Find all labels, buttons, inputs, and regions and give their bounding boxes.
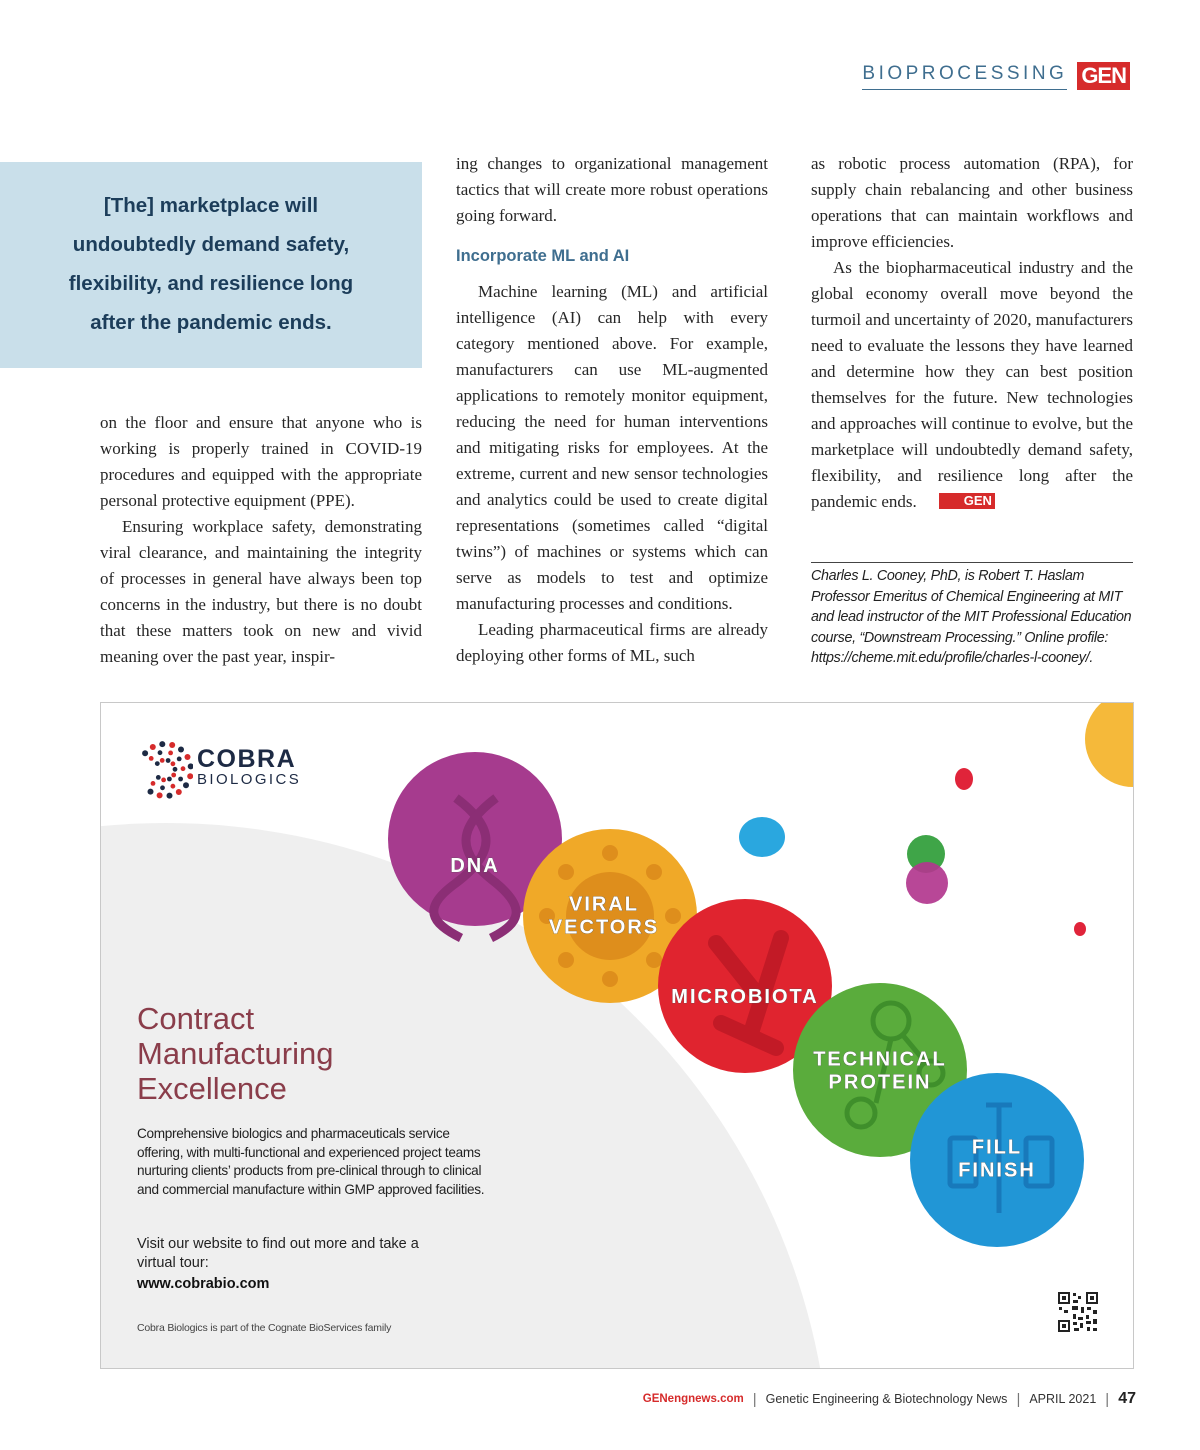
circle-label: FILL [971,1136,1023,1159]
small-red-bubble [1074,922,1086,936]
article-column-3 [811,151,1133,515]
section-name: BIOPROCESSING [862,63,1067,90]
headline-line: Contract [137,1001,255,1036]
article-column-1 [100,410,422,670]
footer-separator: | [1016,1390,1021,1408]
brand-name: COBRA [197,745,297,773]
footer-publication: Genetic Engineering & Biotechnology News [765,1392,1008,1406]
subheading: Incorporate ML and AI [456,247,630,265]
paragraph: ing changes to organizational management tactics that will create more robust operations going forward. [456,154,768,225]
gen-logo: GEN [1077,62,1130,90]
paragraph: as robotic process automation (RPA), for supply chain rebalancing and other business operations that can maintain workflows and improve efficiencies. [811,154,1133,251]
circle-label: FINISH [958,1159,1036,1182]
gen-end-mark: GEN [939,493,995,509]
cobra-advertisement[interactable] [100,702,1134,1369]
paragraph: Machine learning (ML) and artificial intelligence (AI) can help with every category mentioned above. For example, manufacturers can use ML-augmented applications to remotely monitor equipment, reducing the need for human interventions and mitigating risks for employees. At the extreme, current and new sensor technologies and analytics could be used to create digital representations (sometimes called “digital twins”) of machines or systems which can serve as models to test and optimize manufacturing processes and conditions. [456,282,768,613]
qr-code-icon[interactable] [1057,1291,1099,1333]
ad-body-copy: Comprehensive biologics and pharmaceuticals service offering, with multi-functional and experienced project teams nurturing clients’ products from pre-clinical through to clinical and commercial manufacture within GMP approved facilities. [137,1126,485,1197]
running-header [862,62,1130,90]
ad-fine-print: Cobra Biologics is part of the Cognate BioServices family [137,1322,392,1334]
paragraph: Ensuring workplace safety, demonstrating viral clearance, and maintaining the integrity of processes in general have always been top concerns in the industry, but there is no doubt that these matters took on new and vivid meaning over the past year, inspir- [100,517,422,666]
paragraph: Leading pharmaceutical firms are already deploying other forms of ML, such [456,620,768,665]
footer-separator: | [1105,1390,1110,1408]
ad-headline [137,1001,467,1106]
circle-label: TECHNICAL [813,1048,947,1071]
footer-separator: | [752,1390,757,1408]
circle-label: MICROBIOTA [671,986,819,1008]
pull-quote-line: after the pandemic ends. [90,311,332,334]
yellow-bubble [1085,703,1134,787]
circle-label: DNA [450,855,500,877]
bio-divider [811,562,1133,563]
circle-label: PROTEIN [828,1071,932,1094]
circle-label: VECTORS [548,916,660,939]
article-column-2 [456,151,768,669]
page-number: 47 [1118,1390,1136,1407]
headline-line: Manufacturing [137,1036,334,1071]
paragraph: on the floor and ensure that anyone who is working is properly trained in COVID-19 procedures and equipped with the appropriate personal protective equipment (PPE). [100,413,422,510]
author-bio: Charles L. Cooney, PhD, is Robert T. Haslam Professor Emeritus of Chemical Engineering at MIT and lead instructor of the MIT Professional Education course, “Downstream Processing.” Online profile: https://cheme.mit.edu/profile/charles-l-cooney/. [811,568,1132,666]
paragraph-text: As the biopharmaceutical industry and the global economy overall move beyond the turmoil and uncertainty of 2020, manufacturers need to evaluate the lessons they have learned and determine how they can best position themselves for the future. New technologies and approaches will continue to evolve, but the marketplace will undoubtedly demand safety, flexibility, and resilience long after the pandemic ends. [811,258,1133,511]
footer-site[interactable]: GENengnews.com [642,1393,744,1405]
headline-line: Excellence [137,1071,287,1106]
page-footer [643,1390,1136,1408]
ad-visit-text: Visit our website to find out more and take a virtual tour: [137,1236,419,1271]
ad-website-link[interactable]: www.cobrabio.com [137,1276,270,1292]
blue-bubble [739,817,785,857]
pull-quote-line: undoubtedly demand safety, [72,233,350,256]
pull-quote-line: flexibility, and resilience long [68,272,354,295]
paragraph [811,255,1133,515]
brand-subtitle: BIOLOGICS [197,771,302,788]
red-bubble [955,768,973,790]
pull-quote [0,162,422,368]
footer-date: APRIL 2021 [1029,1392,1097,1406]
magenta-bubble [906,862,948,904]
circle-label: VIRAL [569,893,639,916]
pull-quote-line: [The] marketplace will [103,194,319,217]
